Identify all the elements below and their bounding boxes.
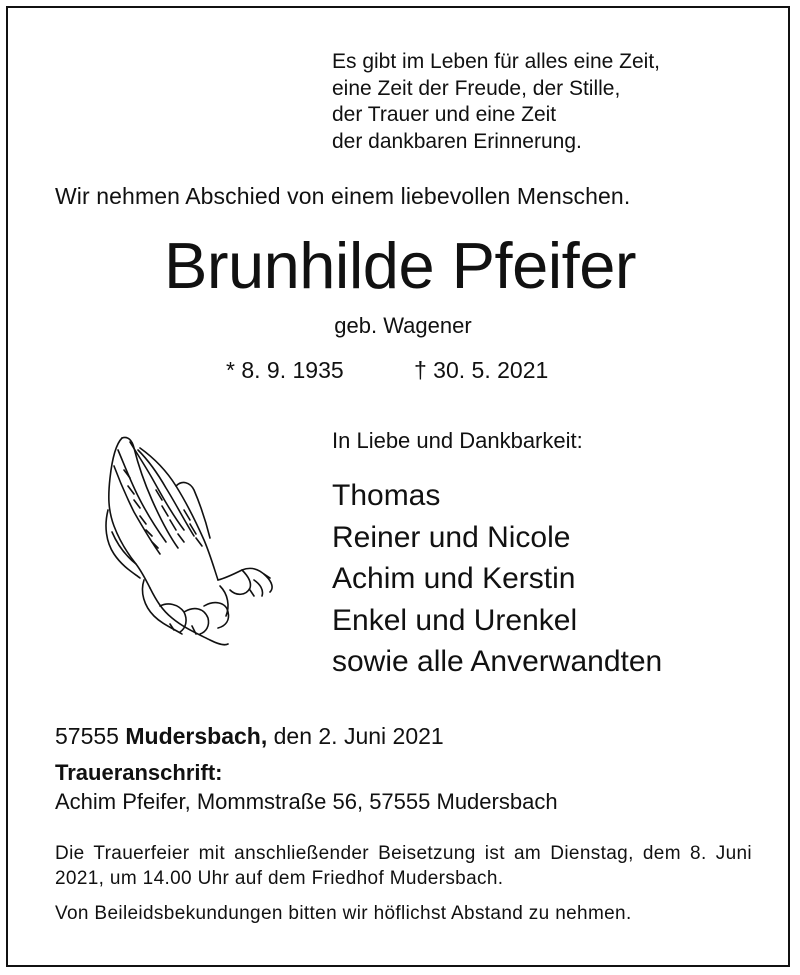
- mourner-name: Thomas: [332, 479, 441, 512]
- poem-line: der dankbaren Erinnerung.: [332, 129, 582, 153]
- mourner-name: Reiner und Nicole: [332, 520, 571, 554]
- mourners-heading: In Liebe und Dankbarkeit:: [332, 428, 583, 453]
- condolences-notice: Von Beileidsbekundungen bitten wir höflichst Abstand zu nehmen.: [55, 903, 632, 924]
- mourner-name: Enkel und Urenkel: [332, 603, 578, 637]
- ceremony-notice: Die Trauerfeier mit anschließender Beisetzung ist am Dienstag, dem 8. Juni 2021, um 14.00 Uhr auf dem Friedhof Mudersbach.: [55, 843, 752, 889]
- mourner-name: Achim und Kerstin: [332, 562, 576, 595]
- praying-hands-icon: [100, 430, 282, 652]
- place-date-line: [55, 723, 444, 750]
- death-date: † 30. 5. 2021: [414, 357, 549, 383]
- mourning-address: Achim Pfeifer, Mommstraße 56, 57555 Mudersbach: [55, 789, 558, 814]
- poem-line: eine Zeit der Freude, der Stille,: [332, 76, 621, 100]
- letter-date: den 2. Juni 2021: [273, 723, 444, 749]
- town-name: Mudersbach,: [125, 723, 268, 749]
- poem-line: der Trauer und eine Zeit: [332, 103, 557, 126]
- mourner-name: sowie alle Anverwandten: [332, 645, 663, 678]
- birth-date: * 8. 9. 1935: [226, 357, 344, 383]
- deceased-name: Brunhilde Pfeifer: [163, 229, 637, 302]
- mourners-list: [332, 475, 662, 683]
- poem: [332, 49, 660, 155]
- poem-line: Es gibt im Leben für alles eine Zeit,: [332, 50, 661, 73]
- postal-code: 57555: [55, 723, 119, 749]
- maiden-name: geb. Wagener: [334, 313, 472, 338]
- address-label: Traueranschrift:: [55, 760, 223, 785]
- intro-text: Wir nehmen Abschied von einem liebevollen Menschen.: [55, 183, 631, 209]
